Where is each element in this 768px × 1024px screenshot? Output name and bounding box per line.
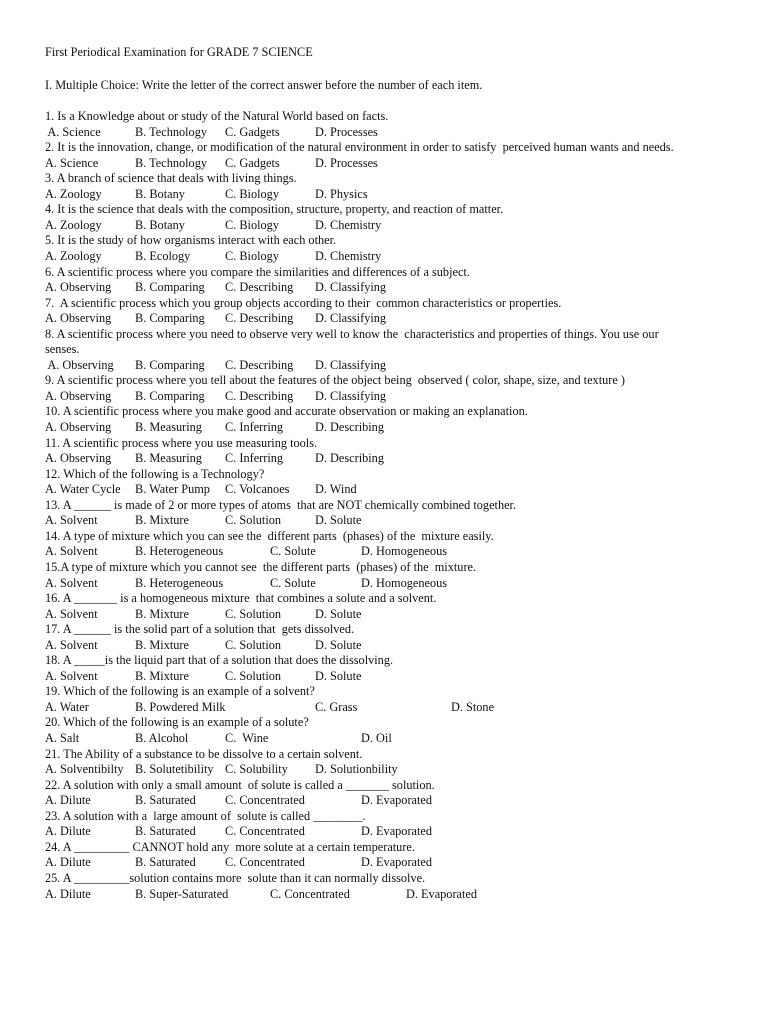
answer-choice-c: C. Volcanoes xyxy=(225,482,290,496)
question-text: 7. A scientific process which you group objects according to their common characteristics or properties. xyxy=(45,296,562,310)
answer-choice-a: A. Solvent xyxy=(45,513,98,527)
answer-choice-b: B. Alcohol xyxy=(135,731,189,745)
answer-choice-d: D. Processes xyxy=(315,156,378,170)
answer-choice-a: A. Solvent xyxy=(45,638,98,652)
answer-choice-d: D. Evaporated xyxy=(361,855,433,869)
answer-choice-b: B. Mixture xyxy=(135,607,189,621)
answer-choice-d: D. Solutionbility xyxy=(315,762,398,776)
answer-choice-b: B. Water Pump xyxy=(135,482,210,496)
answer-choice-a: A. Solvent xyxy=(45,576,98,590)
question-text: 24. A _________ CANNOT hold any more solute at a certain temperature. xyxy=(45,840,415,854)
answer-choice-a: A. Observing xyxy=(45,451,112,465)
answer-choice-c: C. Wine xyxy=(225,731,269,745)
answer-choice-d: D. Solute xyxy=(315,638,362,652)
answer-choice-d: D. Processes xyxy=(315,125,378,139)
answer-choice-d: D. Classifying xyxy=(315,389,387,403)
answer-choice-c: C. Solute xyxy=(270,576,316,590)
question-text: 23. A solution with a large amount of solute is called ________. xyxy=(45,809,366,823)
answer-choice-c: C. Solubility xyxy=(225,762,288,776)
answer-choice-d: D. Solute xyxy=(315,607,362,621)
answer-choice-d: D. Stone xyxy=(451,700,495,714)
question-text: 18. A _____is the liquid part that of a solution that does the dissolving. xyxy=(45,653,394,667)
answer-choice-c: C. Describing xyxy=(225,389,294,403)
answer-choice-c: C. Grass xyxy=(315,700,358,714)
answer-choice-b: B. Saturated xyxy=(135,824,196,838)
answer-choice-c: C. Gadgets xyxy=(225,125,280,139)
answer-choice-b: B. Comparing xyxy=(135,358,205,372)
question-text: 19. Which of the following is an example of a solvent? xyxy=(45,684,315,698)
question-text: 9. A scientific process where you tell about the features of the object being observed ( color, shape, size, and texture ) xyxy=(45,373,625,387)
question-text: 15.A type of mixture which you cannot see the different parts (phases) of the mixture. xyxy=(45,560,477,574)
answer-choice-c: C. Inferring xyxy=(225,420,284,434)
answer-choice-d: D. Solute xyxy=(315,669,362,683)
question-text: 6. A scientific process where you compare the similarities and differences of a subject. xyxy=(45,265,470,279)
answer-choice-a: A. Dilute xyxy=(45,855,91,869)
answer-choice-a: A. Dilute xyxy=(45,793,91,807)
answer-choice-b: B. Saturated xyxy=(135,855,196,869)
answer-choice-c: C. Describing xyxy=(225,358,294,372)
answer-choice-b: B. Measuring xyxy=(135,451,202,465)
answer-choice-b: B. Mixture xyxy=(135,638,189,652)
answer-choice-c: C. Solution xyxy=(225,607,282,621)
answer-choice-b: B. Powdered Milk xyxy=(135,700,226,714)
answer-choice-b: B. Botany xyxy=(135,218,185,232)
question-text: 22. A solution with only a small amount of solute is called a _______ solution. xyxy=(45,778,435,792)
question-text: 10. A scientific process where you make good and accurate observation or making an explanation. xyxy=(45,404,528,418)
question-text: 1. Is a Knowledge about or study of the Natural World based on facts. xyxy=(45,109,389,123)
answer-choice-b: B. Botany xyxy=(135,187,185,201)
answer-choice-b: B. Technology xyxy=(135,125,208,139)
answer-choice-c: C. Describing xyxy=(225,280,294,294)
question-text: 17. A ______ is the solid part of a solution that gets dissolved. xyxy=(45,622,355,636)
answer-choice-d: D. Oil xyxy=(361,731,392,745)
question-text: 4. It is the science that deals with the composition, structure, property, and reaction of matter. xyxy=(45,202,504,216)
answer-choice-a: A. Solvent xyxy=(45,669,98,683)
answer-choice-b: B. Technology xyxy=(135,156,208,170)
exam-title: First Periodical Examination for GRADE 7 SCIENCE xyxy=(45,45,313,59)
answer-choice-b: B. Comparing xyxy=(135,389,205,403)
answer-choice-c: C. Concentrated xyxy=(270,887,350,901)
answer-choice-a: A. Salt xyxy=(45,731,80,745)
answer-choice-c: C. Solution xyxy=(225,638,282,652)
question-text: 16. A _______ is a homogeneous mixture that combines a solute and a solvent. xyxy=(45,591,437,605)
answer-choice-b: B. Heterogeneous xyxy=(135,544,224,558)
answer-choice-a: A. Zoology xyxy=(45,187,102,201)
question-text-continued: senses. xyxy=(45,342,80,356)
answer-choice-b: B. Super-Saturated xyxy=(135,887,229,901)
question-text: 2. It is the innovation, change, or modification of the natural environment in order to satisfy perceived human wants and needs. xyxy=(45,140,674,154)
answer-choice-c: C. Biology xyxy=(225,249,279,263)
answer-choice-d: D. Homogeneous xyxy=(361,576,448,590)
answer-choice-b: B. Heterogeneous xyxy=(135,576,224,590)
answer-choice-c: C. Biology xyxy=(225,218,279,232)
question-text: 14. A type of mixture which you can see the different parts (phases) of the mixture easily. xyxy=(45,529,494,543)
answer-choice-a: A. Observing xyxy=(45,389,112,403)
answer-choice-d: D. Homogeneous xyxy=(361,544,448,558)
answer-choice-d: D. Chemistry xyxy=(315,218,382,232)
instructions: I. Multiple Choice: Write the letter of the correct answer before the number of each item. xyxy=(45,78,483,92)
answer-choice-d: D. Wind xyxy=(315,482,357,496)
question-text: 11. A scientific process where you use measuring tools. xyxy=(45,436,318,450)
answer-choice-d: D. Describing xyxy=(315,420,384,434)
answer-choice-a: A. Science xyxy=(45,156,99,170)
question-text: 13. A ______ is made of 2 or more types of atoms that are NOT chemically combined together. xyxy=(45,498,517,512)
answer-choice-a: A. Dilute xyxy=(45,887,91,901)
question-text: 5. It is the study of how organisms interact with each other. xyxy=(45,233,337,247)
answer-choice-d: D. Classifying xyxy=(315,358,387,372)
answer-choice-a: A. Solvent xyxy=(45,607,98,621)
answer-choice-b: B. Mixture xyxy=(135,513,189,527)
answer-choice-c: C. Concentrated xyxy=(225,855,305,869)
answer-choice-a: A. Water xyxy=(45,700,89,714)
answer-choice-a: A. Observing xyxy=(45,311,112,325)
answer-choice-a: A. Dilute xyxy=(45,824,91,838)
answer-choice-c: C. Gadgets xyxy=(225,156,280,170)
answer-choice-b: B. Saturated xyxy=(135,793,196,807)
question-text: 3. A branch of science that deals with living things. xyxy=(45,171,297,185)
answer-choice-c: C. Inferring xyxy=(225,451,284,465)
answer-choice-a: A. Solventibilty xyxy=(45,762,124,776)
answer-choice-d: D. Solute xyxy=(315,513,362,527)
answer-choice-d: D. Evaporated xyxy=(406,887,478,901)
answer-choice-a: A. Water Cycle xyxy=(45,482,121,496)
answer-choice-c: C. Solution xyxy=(225,669,282,683)
answer-choice-c: C. Concentrated xyxy=(225,824,305,838)
question-text: 25. A _________solution contains more solute than it can normally dissolve. xyxy=(45,871,426,885)
answer-choice-c: C. Solution xyxy=(225,513,282,527)
answer-choice-a: A. Observing xyxy=(45,358,114,372)
answer-choice-b: B. Comparing xyxy=(135,280,205,294)
question-text: 12. Which of the following is a Technology? xyxy=(45,467,265,481)
answer-choice-b: B. Ecology xyxy=(135,249,191,263)
answer-choice-d: D. Classifying xyxy=(315,280,387,294)
answer-choice-a: A. Observing xyxy=(45,420,112,434)
answer-choice-c: C. Solute xyxy=(270,544,316,558)
answer-choice-a: A. Zoology xyxy=(45,249,102,263)
answer-choice-d: D. Classifying xyxy=(315,311,387,325)
answer-choice-b: B. Comparing xyxy=(135,311,205,325)
answer-choice-c: C. Concentrated xyxy=(225,793,305,807)
answer-choice-a: A. Solvent xyxy=(45,544,98,558)
answer-choice-a: A. Zoology xyxy=(45,218,102,232)
answer-choice-b: B. Solutetibility xyxy=(135,762,214,776)
answer-choice-b: B. Measuring xyxy=(135,420,202,434)
answer-choice-d: D. Evaporated xyxy=(361,824,433,838)
answer-choice-a: A. Observing xyxy=(45,280,112,294)
question-text: 8. A scientific process where you need to observe very well to know the characteristics and properties of things. You use our xyxy=(45,327,659,341)
answer-choice-d: D. Physics xyxy=(315,187,368,201)
answer-choice-d: D. Describing xyxy=(315,451,384,465)
answer-choice-b: B. Mixture xyxy=(135,669,189,683)
answer-choice-d: D. Evaporated xyxy=(361,793,433,807)
answer-choice-c: C. Biology xyxy=(225,187,279,201)
question-text: 21. The Ability of a substance to be dissolve to a certain solvent. xyxy=(45,747,363,761)
answer-choice-d: D. Chemistry xyxy=(315,249,382,263)
answer-choice-a: A. Science xyxy=(45,125,101,139)
answer-choice-c: C. Describing xyxy=(225,311,294,325)
question-text: 20. Which of the following is an example of a solute? xyxy=(45,715,309,729)
